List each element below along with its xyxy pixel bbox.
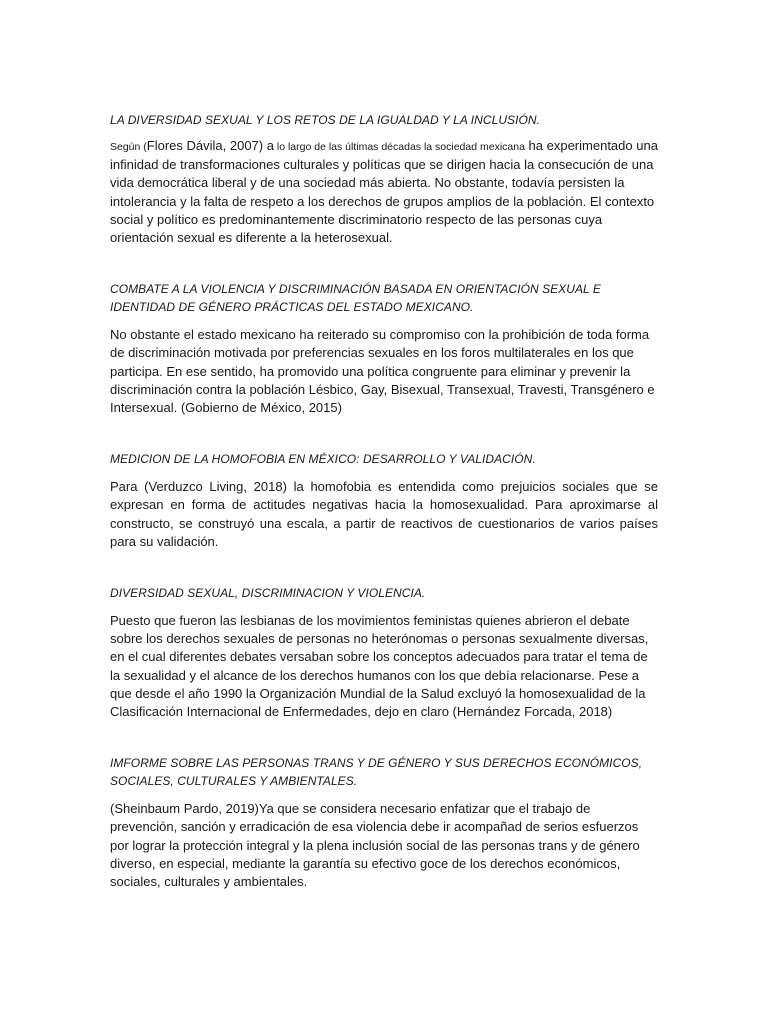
section-medicion-homofobia bbox=[110, 450, 658, 551]
section-paragraph: Para (Verduzco Living, 2018) la homofobia es entendida como prejuicios sociales que se expresan en forma de actitudes negativas hacia la homosexualidad. Para aproximarse al constructo, se construyó una escala, a partir de reactivos de cuestionarios de varios países para su validación. bbox=[110, 479, 658, 549]
section-paragraph: Puesto que fueron las lesbianas de los movimientos feministas quienes abrieron el debate sobre los derechos sexuales de personas no heterónomas o personas sexualmente diversas, en el cual diferentes debates versaban sobre los conceptos adecuados para tratar el tema de la sexualidad y el alcance de los derechos humanos con los que debía relacionarse. Pese a que desde el año 1990 la Organización Mundial de la Salud excluyó la homosexualidad de la Clasificación Internacional de Enfermedades, dejo en claro (Hernández Forcada, 2018) bbox=[110, 613, 649, 720]
paragraph-fragment: ha experimentado una infinidad de transformaciones culturales y políticas que se dirigen hacia la consecución de una vida democrática liberal y de una sociedad más abierta. No obstante, todavía persisten la intolerancia y la falta de respeto a los derechos de grupos amplios de la población. El contexto social y político es predominantemente discriminatorio respecto de las personas cuya orientación sexual es diferente a la heterosexual. bbox=[110, 138, 658, 246]
section-informe-personas-trans bbox=[110, 754, 658, 891]
section-heading: MEDICION DE LA HOMOFOBIA EN MÉXICO: DESARROLLO Y VALIDACIÓN. bbox=[110, 452, 536, 467]
section-paragraph: (Sheinbaum Pardo, 2019)Ya que se considera necesario enfatizar que el trabajo de prevención, sanción y erradicación de esa violencia debe ir acompañad de serios esfuerzos por lograr la protección integral y la plena inclusión social de las personas trans y de género diverso, en especial, mediante la garantía su efectivo goce de los derechos económicos, sociales, culturales y ambientales. bbox=[110, 801, 640, 890]
paragraph-fragment: Flores Dávila, 2007) a bbox=[146, 138, 274, 153]
section-combate-violencia bbox=[110, 280, 658, 417]
section-diversidad-discriminacion bbox=[110, 584, 658, 721]
document-page bbox=[110, 111, 658, 891]
section-heading: DIVERSIDAD SEXUAL, DISCRIMINACION Y VIOLENCIA. bbox=[110, 586, 426, 601]
section-heading: LA DIVERSIDAD SEXUAL Y LOS RETOS DE LA IGUALDAD Y LA INCLUSIÓN. bbox=[110, 113, 540, 127]
section-paragraph bbox=[110, 137, 658, 247]
paragraph-fragment: lo largo de las últimas décadas la sociedad mexicana bbox=[273, 141, 525, 153]
section-diversidad-sexual-retos bbox=[110, 111, 658, 247]
section-heading: IMFORME SOBRE LAS PERSONAS TRANS Y DE GÉNERO Y SUS DERECHOS ECONÓMICOS, SOCIALES, CULTURALES Y AMBIENTALES. bbox=[110, 756, 643, 789]
section-heading: COMBATE A LA VIOLENCIA Y DISCRIMINACIÓN BASADA EN ORIENTACIÓN SEXUAL E IDENTIDAD DE GÉNERO PRÁCTICAS DEL ESTADO MEXICANO. bbox=[110, 282, 601, 315]
paragraph-fragment: Según ( bbox=[110, 141, 147, 153]
section-paragraph: No obstante el estado mexicano ha reiterado su compromiso con la prohibición de toda forma de discriminación motivada por preferencias sexuales en los foros multilaterales en los que participa. En ese sentido, ha promovido una política congruente para eliminar y prevenir la discriminación contra la población Lésbico, Gay, Bisexual, Transexual, Travesti, Transgénero e Intersexual. (Gobierno de México, 2015) bbox=[110, 327, 655, 416]
